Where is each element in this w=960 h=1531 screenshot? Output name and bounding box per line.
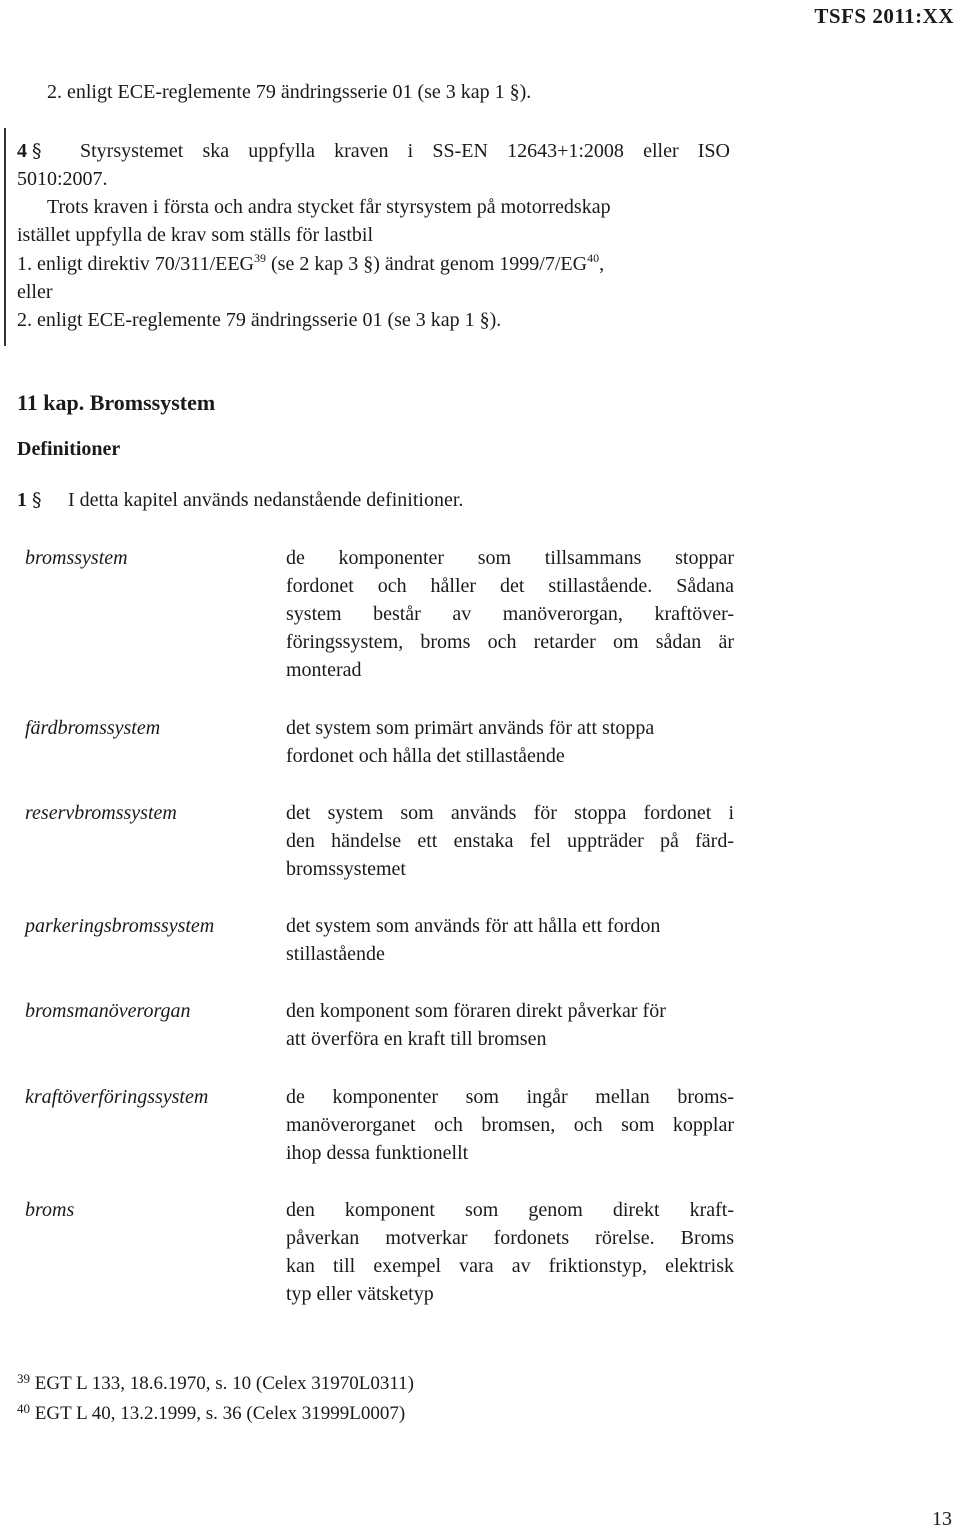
footnote-39: $^{39}$ EGT L 133, 18.6.1970, s. 10 (Celex 31970L0311) <box>17 1371 415 1394</box>
definition-term: färdbromssystem <box>25 717 161 739</box>
definition-term: kraftöverföringssystem <box>25 1086 209 1108</box>
definition-text: den komponent som genom direkt kraft- påverkan motverkar fordonets rörelse. Broms kan till exempel vara av friktionstyp, elektrisk typ eller vätsketyp <box>286 1199 734 1305</box>
paragraph-4-line-3: Trots kraven i första och andra stycket får styrsystem på motorredskap <box>47 196 611 218</box>
paragraph-4-line-7: 2. enligt ECE-reglemente 79 ändringsserie 01 (se 3 kap 1 §). <box>17 309 502 331</box>
definition-text: de komponenter som ingår mellan broms- manöverorganet och bromsen, och som kopplar ihop dessa funktionellt <box>286 1086 734 1164</box>
definition-text: det system som primärt används för att stoppa fordonet och hålla det stillastående <box>286 717 655 767</box>
definition-text: det system som används för stoppa fordonet i den händelse ett enstaka fel uppträder på färd- bromssystemet <box>286 802 734 880</box>
paragraph-1-text: I detta kapitel används nedanstående definitioner. <box>68 489 464 511</box>
definition-text: det system som används för att hålla ett fordon stillastående <box>286 915 661 965</box>
paragraph-4-number: 4 § <box>17 140 42 162</box>
section-subheading: Definitioner <box>17 438 121 460</box>
list-item-2-top: 2. enligt ECE-reglemente 79 ändringsserie 01 (se 3 kap 1 §). <box>47 81 532 103</box>
paragraph-4-line-4: istället uppfylla de krav som ställs för lastbil <box>17 224 374 246</box>
footnote-ref-40: 40 <box>587 251 600 265</box>
page-number: 13 <box>932 1508 952 1530</box>
definition-term: broms <box>25 1199 75 1221</box>
definition-term: bromssystem <box>25 547 128 569</box>
definition-term: reservbromssystem <box>25 802 177 824</box>
footnote-ref-39: 39 <box>254 251 267 265</box>
document-id-header: TSFS 2011:XX <box>814 4 954 28</box>
definition-term: parkeringsbromssystem <box>25 915 215 937</box>
change-bar <box>4 128 6 346</box>
definition-text: den komponent som föraren direkt påverkar för att överföra en kraft till bromsen <box>286 1000 666 1050</box>
paragraph-4-line-2: 5010:2007. <box>17 168 108 190</box>
paragraph-4-line-6: eller <box>17 281 53 303</box>
chapter-title: 11 kap. Bromssystem <box>17 390 216 415</box>
definition-term: bromsmanöverorgan <box>25 1000 191 1022</box>
definition-text: de komponenter som tillsammans stoppar fordonet och håller det stillastående. Sådana system består av manöverorgan, kraftöver- föringssystem, broms och retarder om sådan är monterad <box>286 547 734 681</box>
paragraph-4-line-1: Styrsystemet ska uppfylla kraven i SS-EN 12643+1:2008 eller ISO <box>80 140 730 162</box>
paragraph-1-number: 1 § <box>17 489 42 511</box>
footnote-40: $^{40}$ EGT L 40, 13.2.1999, s. 36 (Celex 31999L0007) <box>17 1401 406 1424</box>
paragraph-4-line-5: 1. enligt direktiv 70/311/EEG$^{39}$ (se 2 kap 3 §) ändrat genom 1999/7/EG$^{40}$, <box>17 251 605 275</box>
